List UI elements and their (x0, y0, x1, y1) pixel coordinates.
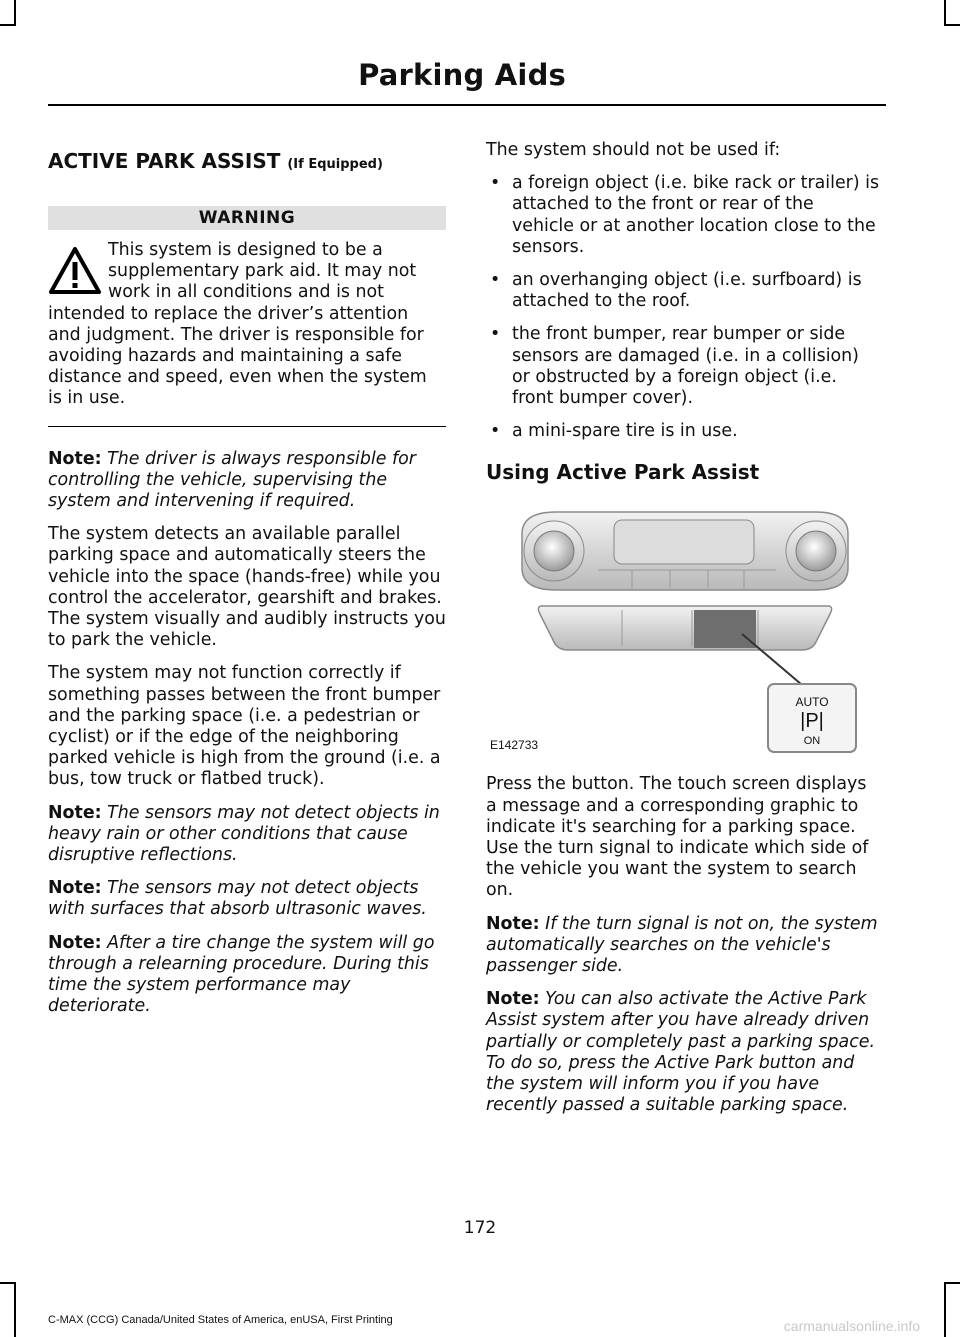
list-item (486, 270, 880, 312)
bullet-icon: • (490, 173, 501, 194)
section-title (48, 148, 446, 178)
right-column (486, 140, 880, 1128)
warning-text: This system is designed to be a supplementary park aid. It may not work in all conditions and is not intended to replace the driver’s attention and judgment. The driver is responsible for avoiding hazards and maintaining a safe distance and speed, even when the system is in use. (48, 240, 427, 409)
list-item-text: a foreign object (i.e. bike rack or trailer) is attached to the front or rear of the vehicle or at another location close to the sensors. (512, 173, 880, 257)
warning-box (48, 240, 446, 410)
page-title: Parking Aids (358, 58, 566, 92)
list-item-text: a mini-spare tire is in use. (512, 421, 738, 442)
note-text: The sensors may not detect objects with surfaces that absorb ultrasonic waves. (48, 878, 427, 920)
crop-mark (0, 1282, 16, 1284)
bullet-icon: • (490, 270, 501, 291)
list-item (486, 324, 880, 409)
note-tire-change (48, 933, 446, 1018)
note-activate-after (486, 989, 880, 1116)
note-turn-signal (486, 914, 880, 978)
list-item-text: the front bumper, rear bumper or side sensors are damaged (i.e. in a collision) or obstructed by a foreign object (i.e. front bumper cover). (512, 324, 859, 409)
crop-mark (944, 24, 960, 26)
note-label: Note: (486, 989, 540, 1010)
note-text: After a tire change the system will go through a relearning procedure. During this time the system performance may deteriorate. (48, 932, 435, 1017)
note-text: If the turn signal is not on, the system automatically searches on the vehicle's passenger side. (486, 913, 878, 977)
note-driver-responsible (48, 449, 446, 513)
warning-triangle-icon (48, 246, 102, 296)
parking-button-icon: |P| (800, 710, 824, 733)
crop-mark (14, 0, 16, 26)
footer-text: C-MAX (CCG) Canada/United States of America, enUSA, First Printing (48, 1314, 393, 1326)
bullet-icon: • (490, 324, 501, 345)
crop-mark (944, 0, 946, 26)
section-title-text: ACTIVE PARK ASSIST (48, 149, 281, 173)
note-label: Note: (486, 913, 540, 934)
left-column (48, 140, 446, 1030)
warning-rule (48, 426, 446, 427)
list-item-text: an overhanging object (i.e. surfboard) is attached to the roof. (512, 270, 862, 312)
note-text: The sensors may not detect objects in heavy rain or other conditions that cause disruptive reflections. (48, 802, 440, 866)
note-label: Note: (48, 878, 102, 899)
note-text: The driver is always responsible for controlling the vehicle, supervising the system and intervening if required. (48, 448, 416, 512)
header-rule (48, 104, 886, 106)
note-label: Note: (48, 932, 102, 953)
note-label: Note: (48, 802, 102, 823)
bullet-list (486, 173, 880, 442)
figure-code: E142733 (490, 738, 539, 753)
crop-mark (944, 1282, 960, 1284)
button-label-bottom: ON (803, 735, 821, 748)
subsection-title: Using Active Park Assist (486, 460, 760, 485)
bullet-icon: • (490, 421, 501, 442)
list-item (486, 421, 880, 442)
note-heavy-rain (48, 803, 446, 867)
crop-mark (0, 24, 16, 26)
note-ultrasonic (48, 878, 446, 920)
paragraph: The system should not be used if: (486, 140, 781, 160)
crop-mark (14, 1282, 16, 1337)
center-console-graphic (486, 494, 880, 764)
button-label-top: AUTO (795, 695, 829, 710)
crop-mark (944, 1282, 946, 1337)
page-number: 172 (463, 1218, 497, 1238)
warning-label: WARNING (48, 206, 446, 230)
paragraph: The system detects an available parallel parking space and automatically steers the vehicle into the space (hands-free) while you control the accelerator, gearshift and brakes. The system visually and audibly instructs you to park the vehicle. (48, 524, 446, 651)
list-item (486, 173, 880, 258)
paragraph: Press the button. The touch screen displays a message and a corresponding graphic to indicate it's searching for a parking space. Use the turn signal to indicate which side of the vehicle you want the system to search on. (486, 774, 869, 901)
section-title-suffix: (If Equipped) (287, 157, 383, 172)
watermark: carmanualsonline.info (783, 1318, 920, 1334)
paragraph: The system may not function correctly if something passes between the front bumper and the parking space (i.e. a pedestrian or cyclist) or if the edge of the neighboring parked vehicle is high from the ground (i.e. a bus, tow truck or flatbed truck). (48, 663, 441, 790)
console-illustration (486, 494, 880, 764)
note-label: Note: (48, 448, 102, 469)
note-text: You can also activate the Active Park Assist system after you have already driven partially or completely past a parking space. To do so, press the Active Park button and the system will inform you if you have recently passed a suitable parking space. (486, 989, 876, 1116)
